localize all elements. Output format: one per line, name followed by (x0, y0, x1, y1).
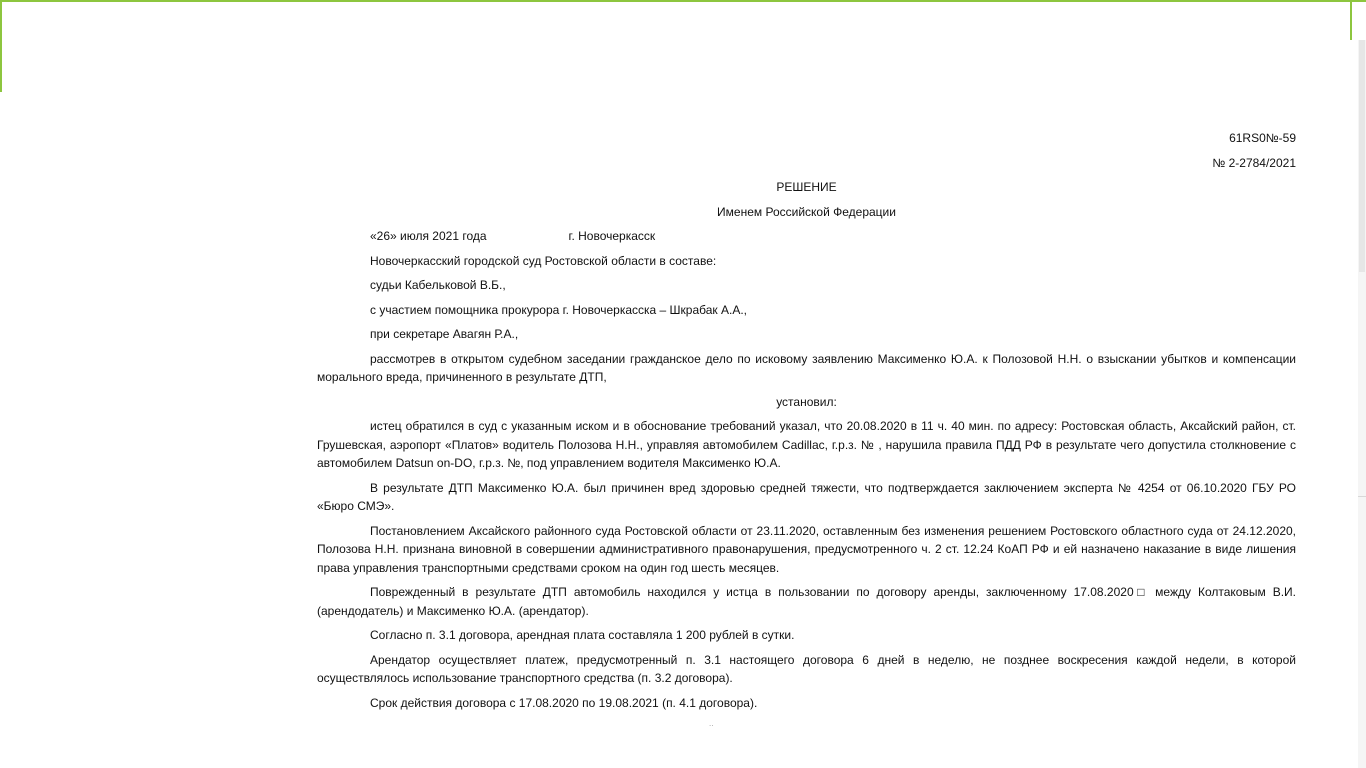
top-accent-border (0, 0, 1366, 2)
case-code: 61RS0№-59 (1229, 131, 1296, 145)
body-paragraph: Срок действия договора с 17.08.2020 по 19.08.2021 (п. 4.1 договора). (370, 695, 758, 710)
body-paragraph: Согласно п. 3.1 договора, арендная плата составляла 1 200 рублей в сутки. (370, 628, 795, 642)
date-city-line (317, 227, 1296, 246)
scrollbar-marker (1358, 496, 1366, 497)
judge-line: судьи Кабельковой В.Б., (370, 278, 506, 292)
body-paragraph: Арендатор осуществляет платеж, предусмотренный п. 3.1 настоящего договора 6 дней в неделю, не позднее воскресения каждой недели, в которой осуществлялось использование транспортного средства (п. 3.2 договора). (317, 652, 1296, 685)
prosecutor-line: с участием помощника прокурора г. Новочеркасска – Шкрабак А.А., (370, 302, 748, 317)
scrollbar-thumb[interactable] (1359, 40, 1365, 272)
document-subtitle: Именем Российской Федерации (717, 204, 896, 219)
page-continuation-mark: .. (709, 719, 714, 728)
body-paragraph: Поврежденный в результате ДТП автомобиль находился у истца в пользовании по договору аренды, заключенному 17.08.2020□ между Колтаковым В.И. (арендодатель) и Максименко Ю.А. (арендатор). (317, 585, 1296, 618)
vertical-scrollbar[interactable] (1358, 40, 1366, 768)
left-accent-border (0, 0, 2, 92)
established-heading: установил: (776, 394, 837, 409)
document-date: «26» июля 2021 года (370, 229, 487, 243)
body-paragraph: Постановлением Аксайского районного суда Ростовской области от 23.11.2020, оставленным без изменения решением Ростовского областного суда от 24.12.2020, Полозова Н.Н. признана виновной в совершении административного правонарушения, предусмотренного ч. 2 ст. 12.24 КоАП РФ и ей назначено наказание в виде лишения права управления транспортными средствами сроком на один год шесть месяцев. (317, 523, 1296, 575)
body-paragraph: В результате ДТП Максименко Ю.А. был причинен вред здоровью средней тяжести, что подтверждается заключением эксперта № 4254 от 06.10.2020 ГБУ РО «Бюро СМЭ». (317, 480, 1296, 513)
case-number: № 2-2784/2021 (1212, 155, 1296, 170)
document-body (317, 129, 1296, 718)
right-accent-border (1350, 0, 1352, 40)
court-composition: Новочеркасский городской суд Ростовской области в составе: (370, 253, 717, 268)
document-title: РЕШЕНИЕ (776, 180, 837, 194)
case-description: рассмотрев в открытом судебном заседании гражданское дело по исковому заявлению Максименко Ю.А. к Полозовой Н.Н. о взыскании убытков и компенсации морального вреда, причиненного в результате ДТП, (317, 351, 1296, 384)
secretary-line: при секретаре Авагян Р.А., (370, 327, 519, 341)
body-paragraph: истец обратился в суд с указанным иском и в обоснование требований указал, что 20.08.2020 в 11 ч. 40 мин. по адресу: Ростовская область, Аксайский район, ст. Грушевская, аэропорт «Платов» водитель Полозова Н.Н., управляя автомобилем Cadillac, г.р.з. № , нарушила правила ПДД РФ в результате чего допустила столкновение с автомобилем Datsun on-DO, г.р.з. №, под управлением водителя Максименко Ю.А. (317, 419, 1296, 470)
document-city: г. Новочеркасск (568, 229, 656, 243)
